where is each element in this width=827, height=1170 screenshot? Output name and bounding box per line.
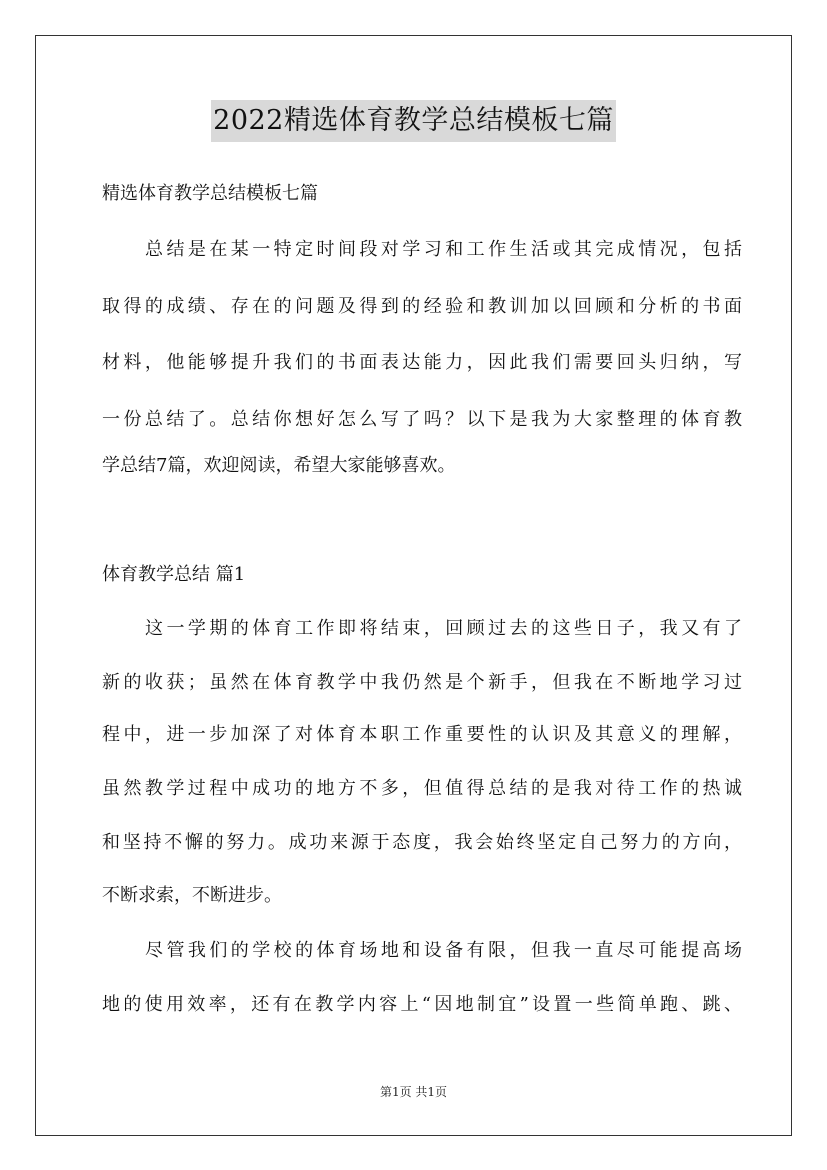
title-container <box>0 100 827 142</box>
para1-line-3: 程中，进一步加深了对体育本职工作重要性的认识及其意义的理解， <box>102 724 742 745</box>
intro-line-5: 学总结7篇，欢迎阅读，希望大家能够喜欢。 <box>102 455 456 476</box>
para1-line-6: 不断求索，不断进步。 <box>102 885 282 906</box>
document-title: 2022精选体育教学总结模板七篇 <box>211 100 616 142</box>
para1-line-5: 和坚持不懈的努力。成功来源于态度，我会始终坚定自己努力的方向， <box>102 832 742 853</box>
section-heading: 体育教学总结 篇1 <box>102 564 246 585</box>
document-subtitle: 精选体育教学总结模板七篇 <box>102 183 318 204</box>
para2-line-1: 尽管我们的学校的体育场地和设备有限，但我一直尽可能提高场 <box>145 940 742 961</box>
para2-line-2: 地的使用效率，还有在教学内容上“因地制宜”设置一些简单跑、跳、 <box>102 994 742 1015</box>
intro-line-1: 总结是在某一特定时间段对学习和工作生活或其完成情况，包括 <box>145 239 742 260</box>
para1-line-1: 这一学期的体育工作即将结束，回顾过去的这些日子，我又有了 <box>145 618 742 639</box>
intro-line-2: 取得的成绩、存在的问题及得到的经验和教训加以回顾和分析的书面 <box>102 296 742 317</box>
page-footer: 第1页 共1页 <box>379 1085 448 1099</box>
para1-line-2: 新的收获；虽然在体育教学中我仍然是个新手，但我在不断地学习过 <box>102 672 742 693</box>
intro-line-4: 一份总结了。总结你想好怎么写了吗？以下是我为大家整理的体育教 <box>102 409 742 430</box>
para1-line-4: 虽然教学过程中成功的地方不多，但值得总结的是我对待工作的热诚 <box>102 778 742 799</box>
intro-line-3: 材料，他能够提升我们的书面表达能力，因此我们需要回头归纳，写 <box>102 352 742 373</box>
